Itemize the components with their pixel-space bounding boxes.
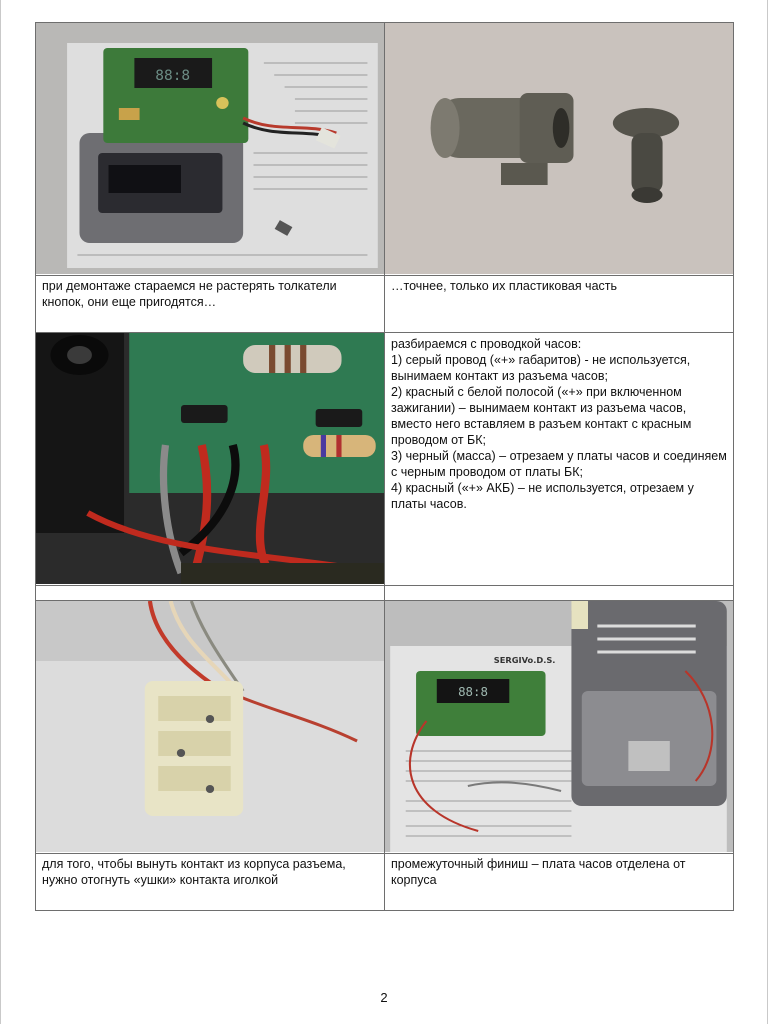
separated-board-image: [385, 601, 733, 852]
table-row: [36, 23, 734, 276]
page-number: 2: [380, 990, 388, 1005]
caption-cell: [385, 854, 734, 911]
photo-cell-connector: [36, 601, 385, 854]
caption-button-pushers: при демонтаже стараемся не растерять толкатели кнопок, они еще пригодятся…: [42, 279, 337, 309]
table-row: [36, 333, 734, 586]
clock-display-text: 88:8: [155, 68, 191, 84]
photo-button-pushers: [385, 23, 733, 274]
wiring-instructions: [385, 333, 733, 512]
page-edge-left: [0, 0, 1, 1024]
caption-connector: для того, чтобы вынуть контакт из корпуса разъема, нужно отогнуть «ушки» контакта иголкой: [42, 857, 346, 887]
photo-cell-wiring: [36, 333, 385, 586]
caption-cell: [36, 854, 385, 911]
empty-cell: [385, 586, 734, 601]
table-row: [36, 276, 734, 333]
photo-wiring: [36, 333, 384, 584]
empty-cell: [36, 586, 385, 601]
photo-cell-button-pushers: [385, 23, 734, 276]
wiring-closeup-image: [36, 333, 384, 584]
photo-table: [35, 22, 734, 911]
clock-disassembly-image: [36, 23, 384, 274]
wiring-step: 1) серый провод («+» габаритов) - не используется, вынимаем контакт из разъема часов;: [391, 353, 691, 383]
wiring-step: 2) красный с белой полосой («+» при включенном зажигании) – вынимаем контакт из разъема часов, вместо него вставляем в разъем контакт с красным проводом от БК;: [391, 385, 692, 447]
button-pushers-image: [385, 23, 733, 274]
document-header-text: SERGIVo.D.S.: [493, 655, 556, 665]
table-row: [36, 586, 734, 601]
photo-cell-separated-board: [385, 601, 734, 854]
wiring-step: разбираемся с проводкой часов:: [391, 337, 582, 351]
table-row: [36, 854, 734, 911]
photo-cell-clock-disassembly: [36, 23, 385, 276]
wiring-step: 4) красный («+» АКБ) – не используется, отрезаем у платы часов.: [391, 481, 694, 511]
caption-cell: [385, 276, 734, 333]
wiring-text-cell: [385, 333, 734, 586]
caption-separated-board: промежуточный финиш – плата часов отделена от корпуса: [391, 857, 686, 887]
table-row: [36, 601, 734, 854]
photo-separated-board: [385, 601, 733, 852]
caption-cell: [36, 276, 385, 333]
wiring-step: 3) черный (масса) – отрезаем у платы часов и соединяем с черным проводом от платы БК;: [391, 449, 727, 479]
board-display-text: 88:8: [458, 685, 488, 699]
photo-clock-disassembly: [36, 23, 384, 274]
caption-plastic-part: …точнее, только их пластиковая часть: [391, 279, 618, 293]
photo-connector: [36, 601, 384, 852]
connector-closeup-image: [36, 601, 384, 852]
